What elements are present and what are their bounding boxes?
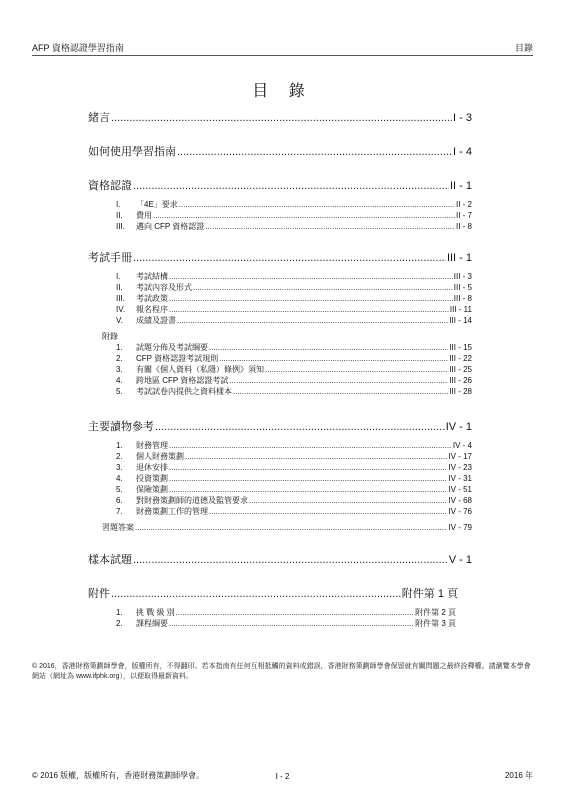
toc-subentry[interactable]: I. 考試結構 ..... III - 3 xyxy=(116,271,472,282)
header-section: 目錄 xyxy=(514,43,533,53)
toc-subentry[interactable]: III. 考試政策 ..... III - 8 xyxy=(116,293,472,304)
toc-subentry[interactable]: I. 「4E」要求 ..... II - 2 xyxy=(116,199,472,210)
toc-subentry[interactable]: 1. 挑 戰 級 別 ..... 附件第 2 頁 xyxy=(116,607,456,618)
table-of-contents xyxy=(88,110,472,629)
toc-subentry[interactable]: 3. 退休安排 ..... IV - 23 xyxy=(116,462,472,473)
toc-subentry[interactable]: 6. 對財務策劃師的道德及監管要求 ..... IV - 68 xyxy=(116,495,472,506)
toc-entry-intro[interactable]: 緒言 ..... I - 3 xyxy=(88,110,472,126)
toc-subentry[interactable]: 7. 財務策劃工作的管理 ..... IV - 76 xyxy=(116,506,472,517)
toc-subentry[interactable]: 4. 跨地區 CFP 資格認證考試 ..... III - 26 xyxy=(116,375,472,386)
toc-entry-sample[interactable]: 樣本試題 ..... V - 1 xyxy=(88,552,472,568)
toc-subentry[interactable]: IV. 報名程序 ..... III - 11 xyxy=(116,304,472,315)
copyright-notice: © 2016，香港財務策劃師學會，版權所有，不得翻印。若本指南有任何互相抵觸的資料或錯誤，香港財務策劃師學會保留就有關問題之最終詮釋權。請瀏覽本學會網站（網址為 www.ifphk.org），以便取得最新資料。 xyxy=(32,663,531,680)
footer-year: 2016 年 xyxy=(504,771,533,780)
toc-subentry[interactable]: 2. 課程綱要 ..... 附件第 3 頁 xyxy=(116,618,456,629)
page-footer xyxy=(32,770,533,781)
toc-subentry[interactable]: II. 費用 ..... II - 7 xyxy=(116,210,472,221)
toc-subentry[interactable]: 2. CFP 資格認證考試規則 ..... III - 22 xyxy=(116,353,472,364)
toc-subentry[interactable]: 4. 投資策劃 ..... IV - 31 xyxy=(116,473,472,484)
toc-subentry[interactable]: 2. 個人財務策劃 ..... IV - 17 xyxy=(116,451,472,462)
page-header xyxy=(32,40,533,54)
toc-subentry[interactable]: 5. 考試試卷內提供之資料樣本 ..... III - 28 xyxy=(116,386,472,397)
toc-subentry[interactable]: II. 考試內容及形式 ..... III - 5 xyxy=(116,282,472,293)
toc-entry-exam[interactable]: 考試手冊 ..... III - 1 xyxy=(88,250,472,266)
toc-subentry[interactable]: 3. 有關《個人資料（私隱）條例》須知 ..... III - 25 xyxy=(116,364,472,375)
header-title: AFP 資格認證學習指南 xyxy=(32,43,124,53)
toc-entry-howto[interactable]: 如何使用學習指南 ..... I - 4 xyxy=(88,144,472,160)
page-title: 目 錄 xyxy=(252,83,313,100)
toc-subentry[interactable]: 1. 財務管理 ..... IV - 4 xyxy=(116,440,472,451)
toc-entry-cert[interactable]: 資格認證 ..... II - 1 xyxy=(88,178,472,194)
toc-entry-reading[interactable]: 主要讀物參考 ..... IV - 1 xyxy=(88,419,472,435)
toc-subentry[interactable]: 5. 保險策劃 ..... IV - 51 xyxy=(116,484,472,495)
toc-subentry[interactable]: V. 成績及證書 ..... III - 14 xyxy=(116,315,472,326)
page-number: I - 2 xyxy=(275,772,290,781)
toc-entry-answers[interactable]: 習題答案 ..... IV - 79 xyxy=(102,522,472,534)
toc-subentry[interactable]: III. 邁向 CFP 資格認證 ..... II - 8 xyxy=(116,221,472,232)
header-divider xyxy=(32,55,533,56)
appendix-heading: 附錄 xyxy=(102,332,118,341)
toc-subentry[interactable]: 1. 試題分佈及考試綱要 ..... III - 15 xyxy=(116,342,472,353)
footer-copyright: © 2016 版權，版權所有，香港財務策劃師學會。 xyxy=(32,771,205,780)
toc-entry-annex[interactable]: 附件 ..... 附件第 1 頁 xyxy=(88,586,458,602)
